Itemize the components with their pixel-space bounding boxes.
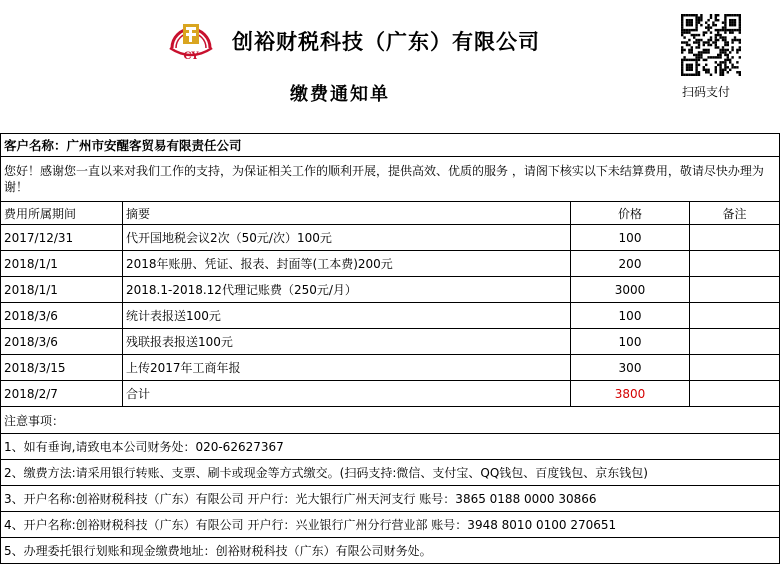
table-row bbox=[1, 225, 780, 251]
customer-label: 客户名称： bbox=[4, 138, 67, 153]
customer-row bbox=[1, 134, 780, 157]
svg-text:CY: CY bbox=[183, 51, 199, 62]
invoice-table bbox=[0, 133, 780, 564]
qr-code-icon[interactable] bbox=[681, 14, 741, 76]
row-period: 2018/3/6 bbox=[1, 303, 123, 329]
row-period: 2018/3/15 bbox=[1, 355, 123, 381]
note-item: 4、开户名称:创裕财税科技（广东）有限公司 开户行：兴业银行广州分行营业部 账号：3948 8010 0100 270651 bbox=[1, 512, 780, 538]
row-remarks bbox=[690, 355, 780, 381]
row-summary: 残联报表报送100元 bbox=[123, 329, 571, 355]
row-remarks bbox=[690, 277, 780, 303]
note-item: 2、缴费方法:请采用银行转账、支票、刷卡或现金等方式缴交。(扫码支持:微信、支付宝、QQ钱包、百度钱包、京东钱包) bbox=[1, 460, 780, 486]
row-period: 2018/3/6 bbox=[1, 329, 123, 355]
row-period: 2017/12/31 bbox=[1, 225, 123, 251]
document-header bbox=[0, 0, 781, 132]
row-remarks bbox=[690, 225, 780, 251]
table-row bbox=[1, 303, 780, 329]
row-period: 2018/1/1 bbox=[1, 277, 123, 303]
header-period: 费用所属期间 bbox=[1, 202, 123, 225]
row-price: 3000 bbox=[571, 277, 690, 303]
row-summary: 上传2017年工商年报 bbox=[123, 355, 571, 381]
note-item: 1、如有垂询,请致电本公司财务处：020-62627367 bbox=[1, 434, 780, 460]
company-logo bbox=[166, 18, 216, 64]
table-row bbox=[1, 277, 780, 303]
row-remarks bbox=[690, 303, 780, 329]
note-item: 5、办理委托银行划账和现金缴费地址：创裕财税科技（广东）有限公司财务处。 bbox=[1, 538, 780, 564]
note-row bbox=[1, 434, 780, 460]
company-name: 创裕财税科技（广东）有限公司 bbox=[232, 29, 540, 54]
customer-name: 广州市安醒客贸易有限责任公司 bbox=[66, 138, 242, 153]
total-label: 合计 bbox=[123, 381, 571, 407]
row-price: 200 bbox=[571, 251, 690, 277]
row-summary: 代开国地税会议2次（50元/次）100元 bbox=[123, 225, 571, 251]
row-remarks bbox=[690, 251, 780, 277]
row-price: 300 bbox=[571, 355, 690, 381]
row-summary: 2018年账册、凭证、报表、封面等(工本费)200元 bbox=[123, 251, 571, 277]
greeting-text: 您好！感谢您一直以来对我们工作的支持，为保证相关工作的顺利开展，提供高效、优质的服务 ，请阁下核实以下未结算费用，敬请尽快办理为谢！ bbox=[1, 157, 780, 202]
notes-title-row bbox=[1, 407, 780, 434]
table-header-row bbox=[1, 202, 780, 225]
row-price: 100 bbox=[571, 303, 690, 329]
row-summary: 2018.1-2018.12代理记账费（250元/月） bbox=[123, 277, 571, 303]
row-price: 100 bbox=[571, 329, 690, 355]
row-period: 2018/1/1 bbox=[1, 251, 123, 277]
document-title: 缴费通知单 bbox=[290, 84, 390, 105]
note-row bbox=[1, 512, 780, 538]
total-row bbox=[1, 381, 780, 407]
header-price: 价格 bbox=[571, 202, 690, 225]
note-row bbox=[1, 538, 780, 564]
note-item: 3、开户名称:创裕财税科技（广东）有限公司 开户行：光大银行广州天河支行 账号：3865 0188 0000 30866 bbox=[1, 486, 780, 512]
header-summary: 摘要 bbox=[123, 202, 571, 225]
row-remarks bbox=[690, 329, 780, 355]
customer-cell bbox=[1, 134, 780, 157]
header-remarks: 备注 bbox=[690, 202, 780, 225]
total-price: 3800 bbox=[571, 381, 690, 407]
total-period: 2018/2/7 bbox=[1, 381, 123, 407]
total-remarks bbox=[690, 381, 780, 407]
notes-title: 注意事项： bbox=[1, 407, 780, 434]
table-row bbox=[1, 355, 780, 381]
row-price: 100 bbox=[571, 225, 690, 251]
note-row bbox=[1, 460, 780, 486]
note-row bbox=[1, 486, 780, 512]
table-row bbox=[1, 329, 780, 355]
qr-caption: 扫码支付 bbox=[682, 85, 731, 99]
table-row bbox=[1, 251, 780, 277]
row-summary: 统计表报送100元 bbox=[123, 303, 571, 329]
greeting-row bbox=[1, 157, 780, 202]
